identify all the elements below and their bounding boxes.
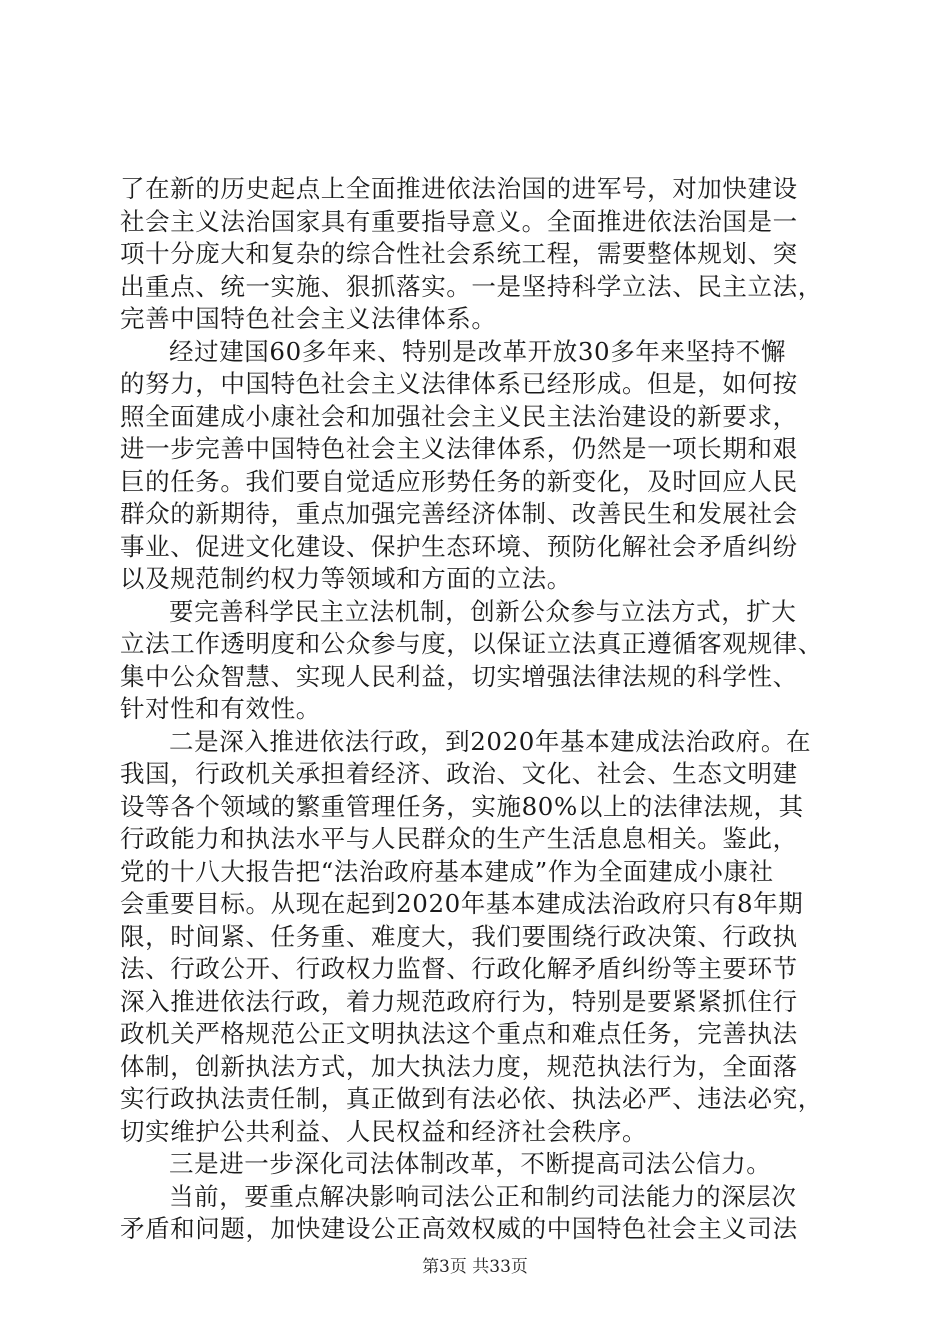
text-line: 群众的新期待，重点加强完善经济体制、改善民生和发展社会 <box>120 499 798 528</box>
text-line: 政机关严格规范公正文明执法这个重点和难点任务，完善执法 <box>120 1019 798 1048</box>
text-line: 以及规范制约权力等领域和方面的立法。 <box>120 564 572 593</box>
text-line: 照全面建成小康社会和加强社会主义民主法治建设的新要求， <box>120 401 798 431</box>
body-text <box>120 173 845 1246</box>
text-line: 完善中国特色社会主义法律体系。 <box>120 304 497 333</box>
paragraph-start-line: 二是深入推进依法行政，到2020年基本建成法治政府。在 <box>169 726 812 756</box>
text-line: 矛盾和问题，加快建设公正高效权威的中国特色社会主义司法 <box>120 1214 798 1243</box>
text-line: 我国，行政机关承担着经济、政治、文化、社会、生态文明建 <box>120 759 798 788</box>
text-line: 体制，创新执法方式，加大执法力度，规范执法行为，全面落 <box>120 1051 798 1081</box>
text-line: 的努力，中国特色社会主义法律体系已经形成。但是，如何按 <box>120 369 798 398</box>
text-line: 进一步完善中国特色社会主义法律体系，仍然是一项长期和艰 <box>120 434 798 463</box>
text-line: 法、行政公开、行政权力监督、行政化解矛盾纠纷等主要环节 <box>120 954 798 983</box>
text-line: 项十分庞大和复杂的综合性社会系统工程，需要整体规划、突 <box>120 239 798 268</box>
text-line: 限，时间紧、任务重、难度大，我们要围绕行政决策、行政执 <box>120 921 798 951</box>
page-footer: 第3页 共33页 <box>422 1257 528 1277</box>
text-line: 社会主义法治国家具有重要指导意义。全面推进依法治国是一 <box>120 206 798 236</box>
text-line: 巨的任务。我们要自觉适应形势任务的新变化，及时回应人民 <box>120 466 798 496</box>
text-line: 会重要目标。从现在起到2020年基本建成法治政府只有8年期 <box>120 889 804 918</box>
paragraph-start-line: 经过建国60多年来、特别是改革开放30多年来坚持不懈 <box>169 336 786 366</box>
text-line: 行政能力和执法水平与人民群众的生产生活息息相关。鉴此， <box>120 824 798 853</box>
paragraph-start-line: 要完善科学民主立法机制，创新公众参与立法方式，扩大 <box>169 596 797 626</box>
text-line: 立法工作透明度和公众参与度，以保证立法真正遵循客观规律、 <box>120 629 823 658</box>
text-line: 集中公众智慧、实现人民利益，切实增强法律法规的科学性、 <box>120 661 798 691</box>
text-line: 针对性和有效性。 <box>120 694 321 723</box>
text-line: 了在新的历史起点上全面推进依法治国的进军号，对加快建设 <box>120 174 798 203</box>
text-line: 切实维护公共利益、人民权益和经济社会秩序。 <box>120 1116 648 1146</box>
paragraph-start-line: 当前，要重点解决影响司法公正和制约司法能力的深层次 <box>169 1181 797 1211</box>
text-line: 深入推进依法行政，着力规范政府行为，特别是要紧紧抓住行 <box>120 986 798 1016</box>
paragraph-start-line: 三是进一步深化司法体制改革，不断提高司法公信力。 <box>169 1149 772 1178</box>
text-line: 事业、促进文化建设、保护生态环境、预防化解社会矛盾纠纷 <box>120 531 798 561</box>
text-line: 党的十八大报告把“法治政府基本建成”作为全面建成小康社 <box>120 856 774 886</box>
text-line: 设等各个领域的繁重管理任务，实施80%以上的法律法规，其 <box>120 791 804 821</box>
text-line: 出重点、统一实施、狠抓落实。一是坚持科学立法、民主立法， <box>120 271 823 301</box>
text-line: 实行政执法责任制，真正做到有法必依、执法必严、违法必究， <box>120 1084 823 1113</box>
